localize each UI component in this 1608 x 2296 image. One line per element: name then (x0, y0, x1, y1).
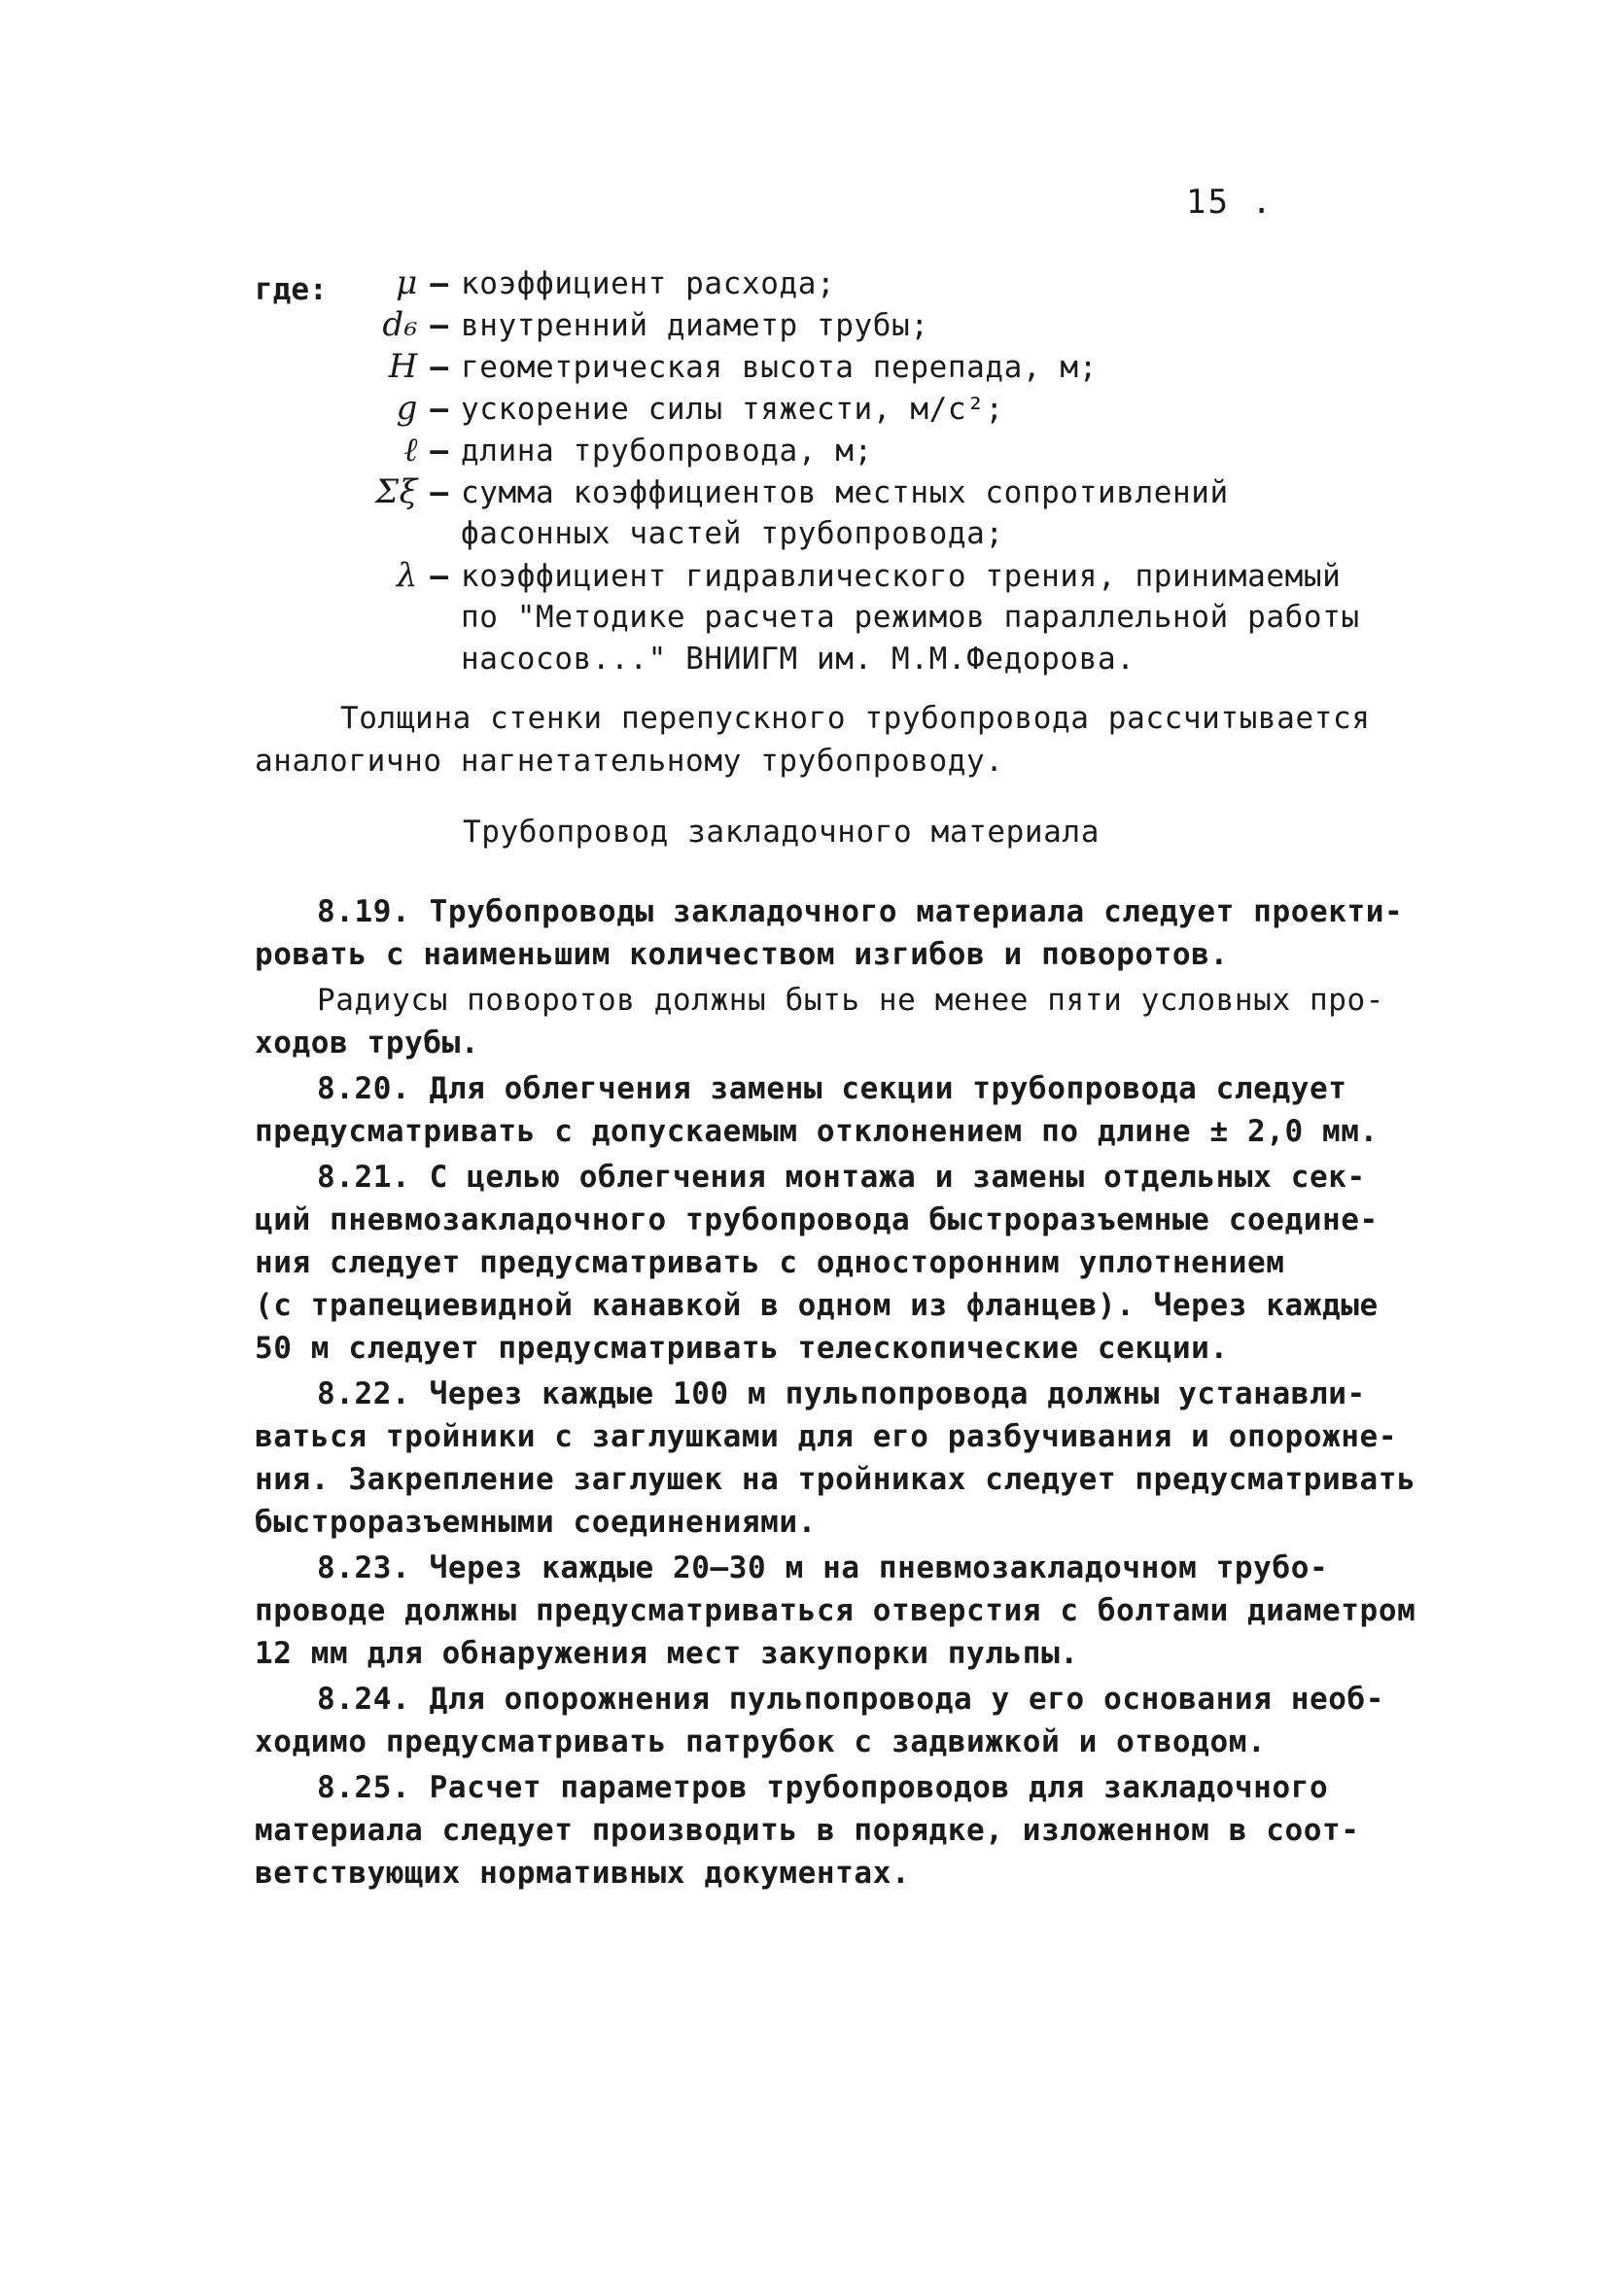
dash: – (430, 350, 449, 385)
clause-line: 8.20. Для облегчения замены секции трубопровода следует (317, 1071, 1347, 1106)
dash: – (430, 559, 449, 594)
definition-text: геометрическая высота перепада, м; (461, 350, 1098, 385)
clause-line: 8.21. С целью облегчения монтажа и замены отдельных сек- (317, 1160, 1366, 1195)
clause-line: ния следует предусматривать с односторонним уплотнением (255, 1245, 1285, 1280)
dash: – (430, 475, 449, 510)
definition-text: насосов..." ВНИИГМ им. М.М.Федорова. (461, 642, 1136, 677)
symbol: d₆ (382, 305, 418, 344)
symbol: H (388, 347, 418, 386)
clause-line: 8.23. Через каждые 20–30 м на пневмозакладочном трубо- (317, 1550, 1329, 1585)
page-number: 15 . (1186, 183, 1274, 222)
clause-line: ходимо предусматривать патрубок с задвижкой и отводом. (255, 1724, 1267, 1759)
clause-line: (с трапециевидной канавкой в одном из фланцев). Через каждые (255, 1288, 1379, 1323)
definition-text: фасонных частей трубопровода; (461, 516, 1004, 551)
definition-mu (350, 262, 1371, 304)
symbol: μ (396, 263, 418, 302)
clause-line: 50 м следует предусматривать телескопические секции. (255, 1331, 1229, 1366)
definition-continuation (350, 513, 1371, 555)
symbol: ℓ (403, 431, 418, 470)
symbol: Σξ (375, 472, 418, 511)
dash: – (430, 392, 449, 427)
clause-line: материала следует производить в порядке, изложенном в соот- (255, 1813, 1360, 1848)
clause-line: 8.19. Трубопроводы закладочного материала следует проекти- (317, 894, 1404, 929)
clause-line: 8.22. Через каждые 100 м пульпопровода должны устанавли- (317, 1376, 1366, 1411)
definition-d (350, 304, 1371, 346)
symbol: λ (396, 556, 418, 595)
definitions-list (350, 262, 1371, 680)
clause-line: ветствующих нормативных документах. (255, 1856, 911, 1891)
clause-line: ваться тройники с заглушками для его разбучивания и опорожне- (255, 1419, 1398, 1454)
clause-line: предусматривать с допускаемым отклонением по длине ± 2,0 мм. (255, 1114, 1379, 1149)
definition-l (350, 430, 1371, 471)
where-label: где: (255, 272, 328, 307)
definition-text: по "Методике расчета режимов параллельной работы (461, 600, 1360, 635)
clause-line: быстроразъемными соединениями. (255, 1505, 817, 1540)
definition-g (350, 388, 1371, 430)
definition-text: коэффициент расхода; (461, 266, 836, 301)
dash: – (430, 308, 449, 343)
dash: – (430, 434, 449, 469)
definition-continuation (350, 597, 1371, 639)
clause-line: 8.25. Расчет параметров трубопроводов для закладочного (317, 1770, 1329, 1805)
definition-lambda (350, 555, 1371, 597)
clause-line: ходов трубы. (255, 1026, 480, 1061)
definition-sigma (350, 471, 1371, 513)
clause-line: Радиусы поворотов должны быть не менее пяти условных про- (317, 983, 1385, 1018)
definition-text: внутренний диаметр трубы; (461, 308, 929, 343)
paragraph-line: аналогично нагнетательному трубопроводу. (255, 744, 1004, 779)
definition-h (350, 346, 1371, 388)
clause-line: 8.24. Для опорожнения пульпопровода у его основания необ- (317, 1682, 1385, 1717)
clause-line: ния. Закрепление заглушек на тройниках следует предусматривать (255, 1462, 1416, 1497)
symbol: g (396, 389, 418, 428)
dash: – (430, 266, 449, 301)
definition-text: коэффициент гидравлического трения, принимаемый (461, 559, 1342, 594)
clause-line: ций пневмозакладочного трубопровода быстроразъемные соедине- (255, 1202, 1379, 1237)
paragraph-line: Толщина стенки перепускного трубопровода рассчитывается (340, 701, 1371, 736)
definition-continuation (350, 639, 1371, 680)
clause-line: ровать с наименьшим количеством изгибов и поворотов. (255, 937, 1229, 972)
section-heading: Трубопровод закладочного материала (463, 815, 1100, 850)
definition-text: сумма коэффициентов местных сопротивлений (461, 475, 1229, 510)
definition-text: ускорение силы тяжести, м/с²; (461, 392, 1004, 427)
definition-text: длина трубопровода, м; (461, 434, 873, 469)
clause-line: 12 мм для обнаружения мест закупорки пульпы. (255, 1636, 1079, 1671)
clause-line: проводе должны предусматриваться отверстия с болтами диаметром (255, 1593, 1416, 1628)
